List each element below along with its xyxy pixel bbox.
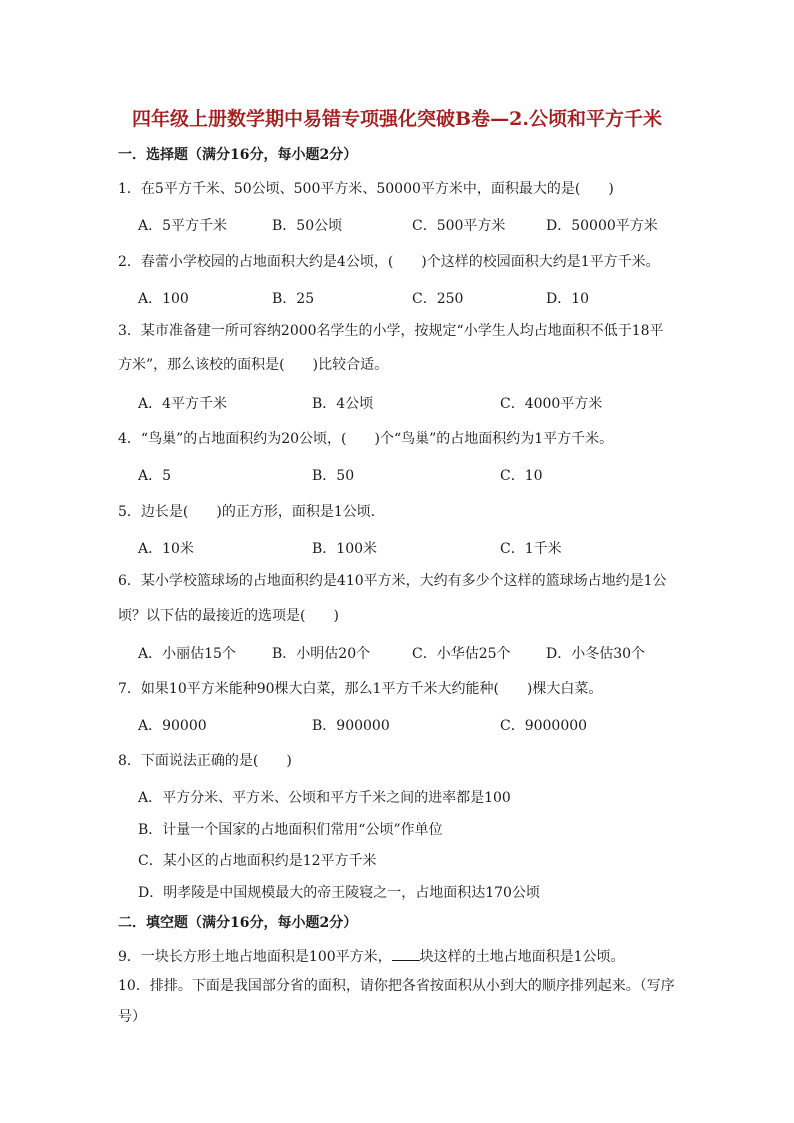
question-9-stem [118, 946, 625, 966]
question-5-option-a: A．10米 [138, 541, 194, 557]
question-7-option-c: C．9000000 [500, 718, 588, 734]
question-9-stem-after: 块这样的土地占地面积是1公顷。 [419, 949, 625, 965]
section-heading-fill-in: 二．填空题（满分16分，每小题2分） [118, 915, 358, 931]
question-8-option-a: A．平方分米、平方米、公顷和平方千米之间的进率都是100 [138, 790, 511, 806]
question-4-stem: 4．“鸟巢”的占地面积约为20公顷，( )个“鸟巢”的占地面积约为1平方千米。 [118, 431, 614, 447]
question-7-stem: 7．如果10平方米能种90棵大白菜，那么1平方千米大约能种( )棵大白菜。 [118, 681, 603, 697]
question-2-option-c: C．250 [412, 291, 464, 307]
question-3-option-c: C．4000平方米 [500, 396, 603, 412]
question-2-stem: 2．春蕾小学校园的占地面积大约是4公顷，( )个这样的校园面积大约是1平方千米。 [118, 254, 660, 270]
question-5-option-b: B．100米 [312, 541, 378, 557]
page-title: 四年级上册数学期中易错专项强化突破B卷—2.公顷和平方千米 [132, 108, 662, 130]
question-2-option-a: A．100 [138, 291, 189, 307]
question-3-stem-line-2: 方米”，那么该校的面积是( )比较合适。 [118, 357, 389, 373]
question-5-option-c: C．1千米 [500, 541, 562, 557]
question-8-stem: 8．下面说法正确的是( ) [118, 753, 292, 769]
section-heading-choice: 一．选择题（满分16分，每小题2分） [118, 147, 358, 163]
question-2-option-d: D．10 [546, 291, 590, 307]
question-8-option-b: B．计量一个国家的占地面积们常用“公顷”作单位 [138, 822, 443, 838]
question-10-stem-line-2: 号） [118, 1009, 146, 1025]
question-6-stem-line-1: 6．某小学校篮球场的占地面积约是410平方米，大约有多少个这样的篮球场占地约是1公 [118, 573, 667, 589]
question-7-option-b: B．900000 [312, 718, 390, 734]
question-5-stem: 5．边长是( )的正方形，面积是1公顷． [118, 504, 385, 520]
question-8-option-d: D．明孝陵是中国规模最大的帝王陵寝之一，占地面积达170公顷 [138, 885, 540, 901]
question-2-option-b: B．25 [272, 291, 315, 307]
question-6-option-a: A．小丽估15个 [138, 646, 236, 662]
question-1-option-d: D．50000平方米 [546, 218, 658, 234]
question-1-stem: 1．在5平方千米、50公顷、500平方米、50000平方米中，面积最大的是( ) [118, 181, 614, 197]
question-6-option-d: D．小冬估30个 [546, 646, 646, 662]
question-3-option-a: A．4平方千米 [138, 396, 228, 412]
question-1-option-b: B．50公顷 [272, 218, 343, 234]
answer-blank[interactable] [392, 946, 420, 961]
question-7-option-a: A．90000 [138, 718, 207, 734]
question-4-option-c: C．10 [500, 468, 543, 484]
question-6-option-c: C．小华估25个 [412, 646, 511, 662]
question-1-option-a: A．5平方千米 [138, 218, 228, 234]
question-6-stem-line-2: 顷？以下估的最接近的选项是( ) [118, 608, 339, 624]
question-10-stem-line-1: 10．排排。下面是我国部分省的面积，请你把各省按面积从小到大的顺序排列起来。（写序 [118, 978, 675, 994]
question-3-stem-line-1: 3．某市准备建一所可容纳2000名学生的小学，按规定“小学生人均占地面积不低于18平 [118, 323, 664, 339]
question-1-option-c: C．500平方米 [412, 218, 506, 234]
question-3-option-b: B．4公顷 [312, 396, 374, 412]
question-9-stem-before: 9．一块长方形土地占地面积是100平方米， [118, 949, 392, 965]
question-4-option-b: B．50 [312, 468, 355, 484]
question-8-option-c: C．某小区的占地面积约是12平方千米 [138, 853, 377, 869]
question-4-option-a: A．5 [138, 468, 172, 484]
question-6-option-b: B．小明估20个 [272, 646, 371, 662]
